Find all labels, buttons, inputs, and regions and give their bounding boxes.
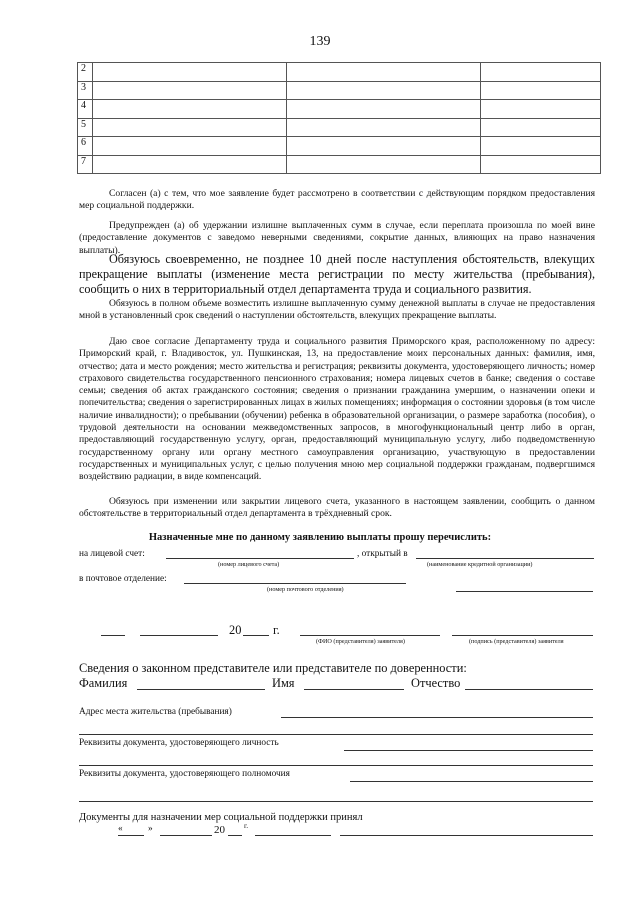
address-field-1[interactable] [281, 717, 593, 718]
patronymic-label: Отчество [411, 676, 461, 690]
table-cell[interactable] [287, 63, 481, 82]
day-field[interactable] [101, 635, 125, 636]
representative-heading: Сведения о законном представителе или представителе по доверенности: [79, 661, 467, 675]
authority-document-field-2[interactable] [79, 801, 593, 802]
table-row [78, 155, 601, 174]
surname-label: Фамилия [79, 676, 128, 690]
table-cell[interactable] [287, 81, 481, 100]
paragraph-obligation-refund: Обязуюсь в полном объеме возместить излишне выплаченную сумму денежной выплаты в случае не предоставления мной в установленный срок сведений о наступлении обстоятельств, влекущих прекращение выплаты. [79, 298, 595, 322]
row-number: 7 [78, 155, 93, 174]
table-row [78, 137, 601, 156]
table-cell[interactable] [287, 100, 481, 119]
table-cell[interactable] [481, 118, 601, 137]
table-cell[interactable] [481, 155, 601, 174]
table-cell[interactable] [287, 118, 481, 137]
year-suffix: г. [273, 623, 280, 637]
paragraph-consent: Согласен (а) с тем, что мое заявление будет рассмотрено в соответствии с действующим порядком предоставления мер социальной поддержки. [79, 188, 595, 212]
acceptance-label: Документы для назначении мер социальной поддержки принял [79, 812, 363, 823]
page-number: 139 [309, 34, 331, 49]
address-field-2[interactable] [79, 734, 593, 735]
row-number: 6 [78, 137, 93, 156]
accept-fio-field[interactable] [255, 835, 331, 836]
signature-caption: (подпись (представителя) заявителя [469, 638, 564, 645]
data-table [77, 62, 601, 174]
accept-day-field[interactable] [118, 835, 144, 836]
row-number: 2 [78, 63, 93, 82]
table-cell[interactable] [93, 118, 287, 137]
id-document-label: Реквизиты документа, удостоверяющего личность [79, 738, 279, 748]
table-cell[interactable] [93, 155, 287, 174]
authority-document-field-1[interactable] [350, 781, 593, 782]
year-prefix: 20 [229, 623, 242, 637]
authority-document-label: Реквизиты документа, удостоверяющего полномочия [79, 769, 290, 779]
name-label: Имя [272, 676, 295, 690]
year-field[interactable] [243, 635, 269, 636]
post-extra-field[interactable] [456, 591, 593, 592]
post-office-field[interactable] [184, 583, 406, 584]
table-row [78, 100, 601, 119]
table-cell[interactable] [481, 100, 601, 119]
paragraph-account-change: Обязуюсь при изменении или закрытии лицевого счета, указанного в настоящем заявлении, сообщить о данном обстоятельстве в территориальный отдел департамента в трёхдневный срок. [79, 496, 595, 520]
table-row [78, 81, 601, 100]
quote-close: » [148, 824, 153, 834]
payment-header: Назначенные мне по данному заявлению выплаты прошу перечислить: [148, 532, 492, 543]
account-number-field[interactable] [166, 558, 354, 559]
paragraph-personal-data-consent: Даю свое согласие Департаменту труда и социального развития Приморского края, расположенному по адресу: Приморский край, г. Владивосток, ул. Пушкинская, 13, на предоставление моих персональных данных: фамилия, имя, отчество; дата и место рождения; место жительства и регистрация; реквизиты документа, удостоверяющего личность; номер страхового свидетельства государственного пенсионного страхования; номера лицевых счетов в банке; сведения о составе семьи; сведения об актах гражданского состояния; сведения о признании гражданина умершим, о назначении опеки и попечительства; сведения о зарегистрированных лицах в жилых помещениях; информация о состоянии здоровья (в том числе наличие инвалидности); о пребывании (обучении) ребенка в образовательной организации, о размере заработка (пособия), о трудовой деятельности на основании межведомственных запросов, в многофункциональный центр либо в орган, предоставляющий государственную услугу, орган, предоставляющий муниципальную услугу, либо подведомственную государственному органу или органу местного самоуправления организацию, участвующую в предоставлении государственных и муниципальных услуг, с целью получения мною мер социальной поддержки гражданам, подвергшимся воздействию радиации, в виде компенсаций. [79, 336, 595, 483]
table-cell[interactable] [481, 81, 601, 100]
fio-field[interactable] [300, 635, 440, 636]
paragraph-warning: Предупрежден (а) об удержании излишне выплаченных сумм в случае, если переплата произошла по моей вине (предоставление документов с заведомо неверными сведениями, сокрытие данных, влияющих на право назначения выплаты). [79, 220, 595, 256]
month-field[interactable] [140, 635, 218, 636]
address-label: Адрес места жительства (пребывания) [79, 707, 232, 717]
row-number: 3 [78, 81, 93, 100]
table-row [78, 118, 601, 137]
table-row [78, 63, 601, 82]
row-number: 5 [78, 118, 93, 137]
paragraph-obligation-notify: Обязуюсь своевременно, не позднее 10 дней после наступления обстоятельств, влекущих прекращение выплаты (изменение места регистрации по месту жительства (пребывания), сообщить о них в территориальный отдел департамента труда и социального развития. [79, 252, 595, 296]
accept-year-prefix: 20 [214, 824, 225, 836]
post-office-caption: (номер почтового отделения) [267, 586, 344, 593]
bank-name-field[interactable] [416, 558, 594, 559]
patronymic-field[interactable] [465, 689, 593, 690]
accept-year-suffix: г. [244, 821, 249, 830]
table-cell[interactable] [481, 137, 601, 156]
surname-field[interactable] [137, 689, 265, 690]
table-cell[interactable] [93, 137, 287, 156]
row-number: 4 [78, 100, 93, 119]
post-office-label: в почтовое отделение: [79, 574, 167, 584]
id-document-field-1[interactable] [344, 750, 593, 751]
signature-field[interactable] [452, 635, 593, 636]
accept-signature-field[interactable] [340, 835, 593, 836]
table-cell[interactable] [93, 81, 287, 100]
id-document-field-2[interactable] [79, 765, 593, 766]
quote-open: « [118, 824, 123, 834]
account-caption: (номер лицевого счета) [218, 561, 280, 568]
table-cell[interactable] [93, 100, 287, 119]
accept-year-field[interactable] [228, 835, 242, 836]
fio-caption: (ФИО (представителя) заявителя) [316, 638, 405, 645]
bank-caption: (наименование кредитной организации) [427, 561, 533, 568]
account-label: на лицевой счет: [79, 549, 145, 559]
table-cell[interactable] [287, 137, 481, 156]
accept-month-field[interactable] [160, 835, 212, 836]
opened-in-label: , открытый в [357, 549, 408, 559]
name-field[interactable] [304, 689, 404, 690]
table-cell[interactable] [287, 155, 481, 174]
table-cell[interactable] [481, 63, 601, 82]
table-cell[interactable] [93, 63, 287, 82]
